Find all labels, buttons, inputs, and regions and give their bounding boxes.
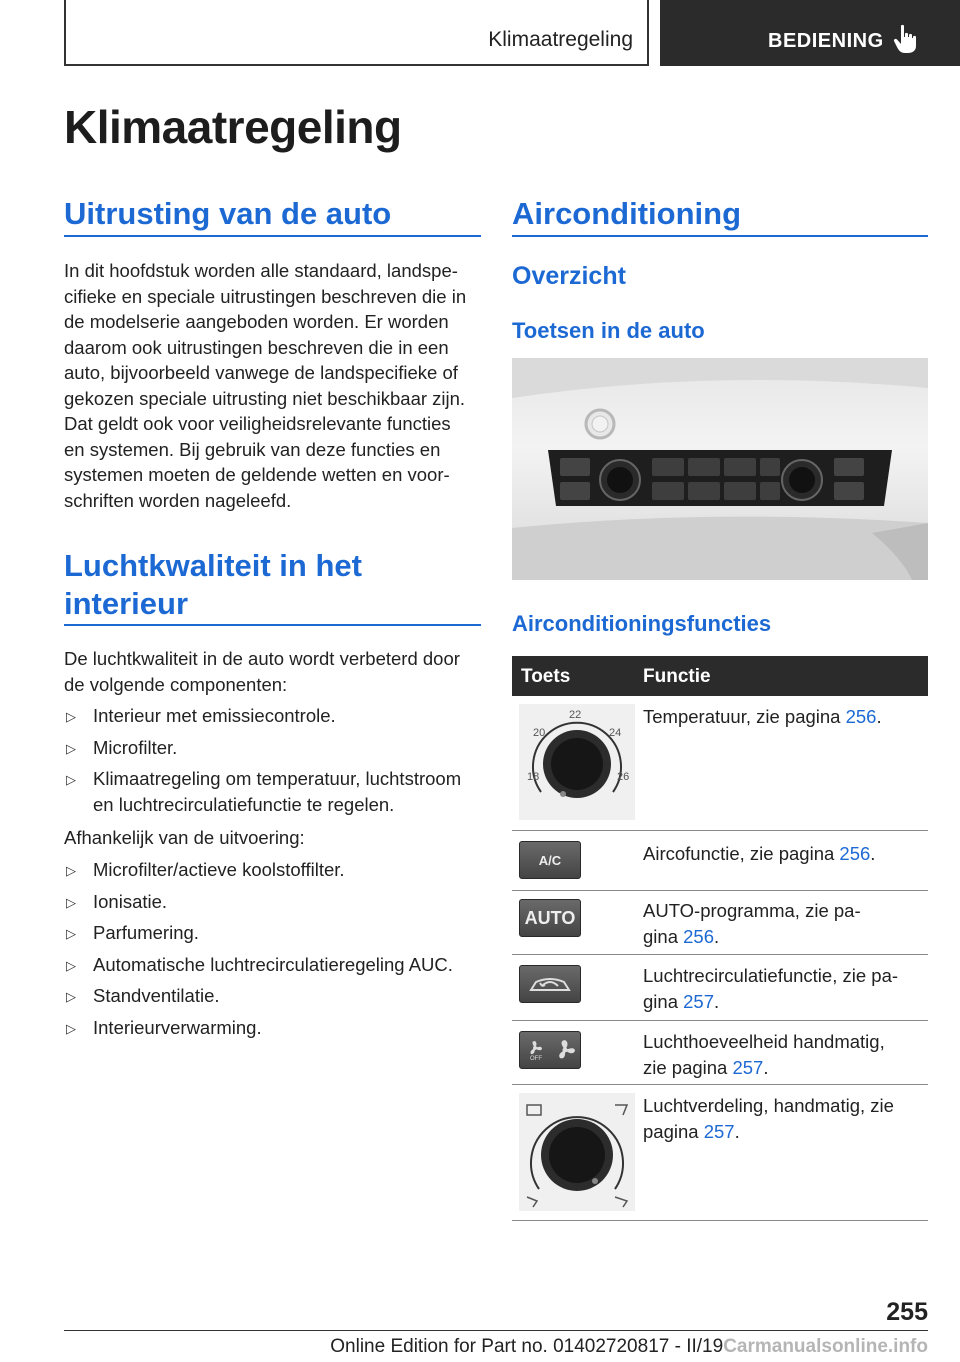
heading-buttons-in-car: Toetsen in de auto xyxy=(512,318,705,343)
edition-text: Online Edition for Part no. 01402720817 - II/19 xyxy=(330,1336,724,1357)
page-link[interactable]: 256 xyxy=(683,925,714,947)
recirculation-button-icon xyxy=(519,965,581,1003)
page-link[interactable]: 257 xyxy=(683,990,714,1012)
description-text: . xyxy=(714,925,720,947)
description-text: . xyxy=(876,706,882,727)
list-item-text: Automatische luchtrecirculatieregeling AUC. xyxy=(93,953,453,975)
table-row xyxy=(512,955,928,1021)
text-line: de modelserie aangeboden worden. Er worden xyxy=(64,311,449,332)
list-item xyxy=(64,889,482,915)
triangle-bullet-icon: ▷ xyxy=(66,926,76,941)
list-item xyxy=(64,920,482,946)
table-row xyxy=(512,696,928,831)
page-link[interactable]: 256 xyxy=(839,843,871,864)
components-list xyxy=(64,703,482,823)
description-text: pagina xyxy=(643,1120,704,1142)
text-line: De luchtkwaliteit in de auto wordt verbeterd door xyxy=(64,648,460,669)
text-line: gekozen speciale uitrusting niet beschikbaar zijn. xyxy=(64,387,466,409)
triangle-bullet-icon: ▷ xyxy=(66,772,76,787)
triangle-bullet-icon: ▷ xyxy=(66,863,76,878)
fan-large-icon xyxy=(554,1039,576,1061)
description-text: gina xyxy=(643,925,684,947)
header-chapter-title: BEDIENING xyxy=(768,30,884,52)
description-line xyxy=(643,704,928,730)
triangle-bullet-icon: ▷ xyxy=(66,957,76,973)
description-line xyxy=(643,1119,928,1145)
temperature-knob-icon xyxy=(519,704,635,825)
temp-scale-label: 26 xyxy=(617,771,630,783)
text-line: cifieke en speciale uitrustingen beschreven die in xyxy=(64,285,467,307)
description-line: Luchtverdeling, handmatig, zie xyxy=(643,1095,894,1116)
function-description xyxy=(643,963,928,1014)
page-link[interactable]: 256 xyxy=(845,706,877,727)
list-item xyxy=(64,703,482,729)
heading-line: interieur xyxy=(64,586,189,621)
description-line xyxy=(643,989,928,1015)
heading-underline xyxy=(64,624,481,626)
triangle-bullet-icon: ▷ xyxy=(66,894,76,910)
pointing-hand-icon xyxy=(892,24,920,54)
ac-button-icon xyxy=(519,841,581,879)
text-line: de volgende componenten: xyxy=(64,673,288,695)
text-line: daarom ook uitrustingen beschreven die in een xyxy=(64,336,449,358)
temp-scale-label: 22 xyxy=(569,709,582,721)
description-text: . xyxy=(714,990,720,1012)
temp-scale-label: 24 xyxy=(609,727,622,739)
heading-line: Luchtkwaliteit in het xyxy=(64,548,362,583)
header-section-title: Klimaatregeling xyxy=(488,28,633,51)
description-text: . xyxy=(763,1056,769,1078)
air-quality-paragraph xyxy=(64,646,494,697)
climate-panel-illustration xyxy=(512,358,928,580)
table-row xyxy=(512,1021,928,1085)
heading-vehicle-equipment: Uitrusting van de auto xyxy=(64,196,392,231)
air-distribution-knob-icon xyxy=(519,1093,635,1216)
heading-air-conditioning: Airconditioning xyxy=(512,196,742,231)
list-item xyxy=(64,983,482,1009)
footer-edition xyxy=(64,1336,928,1358)
function-description xyxy=(643,704,928,730)
heading-underline xyxy=(64,235,481,237)
list-item-text: Klimaatregeling om temperatuur, luchtstroom en luchtrecirculatiefunctie te regelen. xyxy=(93,768,462,815)
auto-button-label: AUTO xyxy=(524,907,576,928)
description-text: . xyxy=(870,843,876,864)
heading-underline xyxy=(512,235,928,237)
triangle-bullet-icon: ▷ xyxy=(66,740,76,756)
off-label: OFF xyxy=(530,1056,542,1061)
header-section-tab xyxy=(64,0,649,66)
temp-scale-label: 20 xyxy=(533,727,546,739)
triangle-bullet-icon: ▷ xyxy=(66,989,76,1004)
function-description xyxy=(643,1093,928,1144)
column-header-function: Functie xyxy=(643,666,711,687)
watermark-text: Carmanualsonline.info xyxy=(723,1336,928,1357)
list-item xyxy=(64,1015,482,1041)
page-number: 255 xyxy=(886,1298,928,1326)
climate-control-panel-photo xyxy=(512,358,928,580)
heading-ac-functions: Airconditioningsfuncties xyxy=(512,611,772,636)
list-item-text: Interieurverwarming. xyxy=(93,1016,262,1038)
ac-button-label: A/C xyxy=(538,852,562,868)
function-description xyxy=(643,841,928,867)
heading-overview: Overzicht xyxy=(512,262,626,290)
list-item-text: Microfilter. xyxy=(93,736,178,758)
table-row xyxy=(512,831,928,891)
function-description xyxy=(643,1029,928,1080)
description-line: AUTO-programma, zie pa- xyxy=(643,900,861,921)
triangle-bullet-icon: ▷ xyxy=(66,709,76,724)
text-line: In dit hoofdstuk worden alle standaard, landspe- xyxy=(64,260,458,281)
text-line: auto, bijvoorbeeld vanwege de landspecifieke of xyxy=(64,362,458,383)
header-chapter-tab xyxy=(660,0,960,66)
description-line: Luchtrecirculatiefunctie, zie pa- xyxy=(643,965,899,986)
column-header-button: Toets xyxy=(521,666,571,687)
list-item-text: Standventilatie. xyxy=(93,985,220,1006)
description-line xyxy=(643,841,928,867)
ac-functions-table xyxy=(512,656,928,1221)
depend-paragraph: Afhankelijk van de uitvoering: xyxy=(64,827,305,848)
heading-air-quality xyxy=(64,547,362,623)
description-line xyxy=(643,924,928,950)
list-item-text: Parfumering. xyxy=(93,922,199,943)
auto-button-icon xyxy=(519,899,581,937)
page-link[interactable]: 257 xyxy=(703,1120,735,1142)
text-line: systemen moeten de geldende wetten en voor- xyxy=(64,464,450,485)
fan-speed-button-icon xyxy=(519,1031,581,1069)
description-text: gina xyxy=(643,990,684,1012)
page-link[interactable]: 257 xyxy=(732,1056,764,1078)
fan-small-icon xyxy=(524,1039,546,1061)
description-line: Luchthoeveelheid handmatig, xyxy=(643,1031,885,1052)
list-item-text: Microfilter/actieve koolstoffilter. xyxy=(93,859,345,880)
table-row xyxy=(512,1085,928,1221)
text-line: en systemen. Bij gebruik van deze functies en xyxy=(64,438,441,460)
page-title: Klimaatregeling xyxy=(64,101,402,153)
description-line xyxy=(643,1055,928,1081)
table-row xyxy=(512,891,928,955)
temp-scale-label: 18 xyxy=(527,771,540,783)
function-description xyxy=(643,898,928,949)
triangle-bullet-icon: ▷ xyxy=(66,1020,76,1036)
description-text: . xyxy=(734,1120,740,1142)
list-item-text: Interieur met emissiecontrole. xyxy=(93,705,336,726)
options-list xyxy=(64,857,482,1046)
description-text: Aircofunctie, zie pagina xyxy=(643,843,840,864)
text-line: schriften worden nageleefd. xyxy=(64,489,292,511)
footer-rule xyxy=(64,1330,928,1331)
list-item-text: Ionisatie. xyxy=(93,890,168,912)
list-item xyxy=(64,952,482,978)
list-item xyxy=(64,735,482,761)
table-header xyxy=(512,656,928,696)
equipment-paragraph xyxy=(64,258,494,513)
list-item xyxy=(64,766,482,817)
text-line: Dat geldt ook voor veiligheidsrelevante functies xyxy=(64,413,451,434)
list-item xyxy=(64,857,482,883)
description-text: Temperatuur, zie pagina xyxy=(643,706,846,727)
description-text: zie pagina xyxy=(643,1056,733,1078)
